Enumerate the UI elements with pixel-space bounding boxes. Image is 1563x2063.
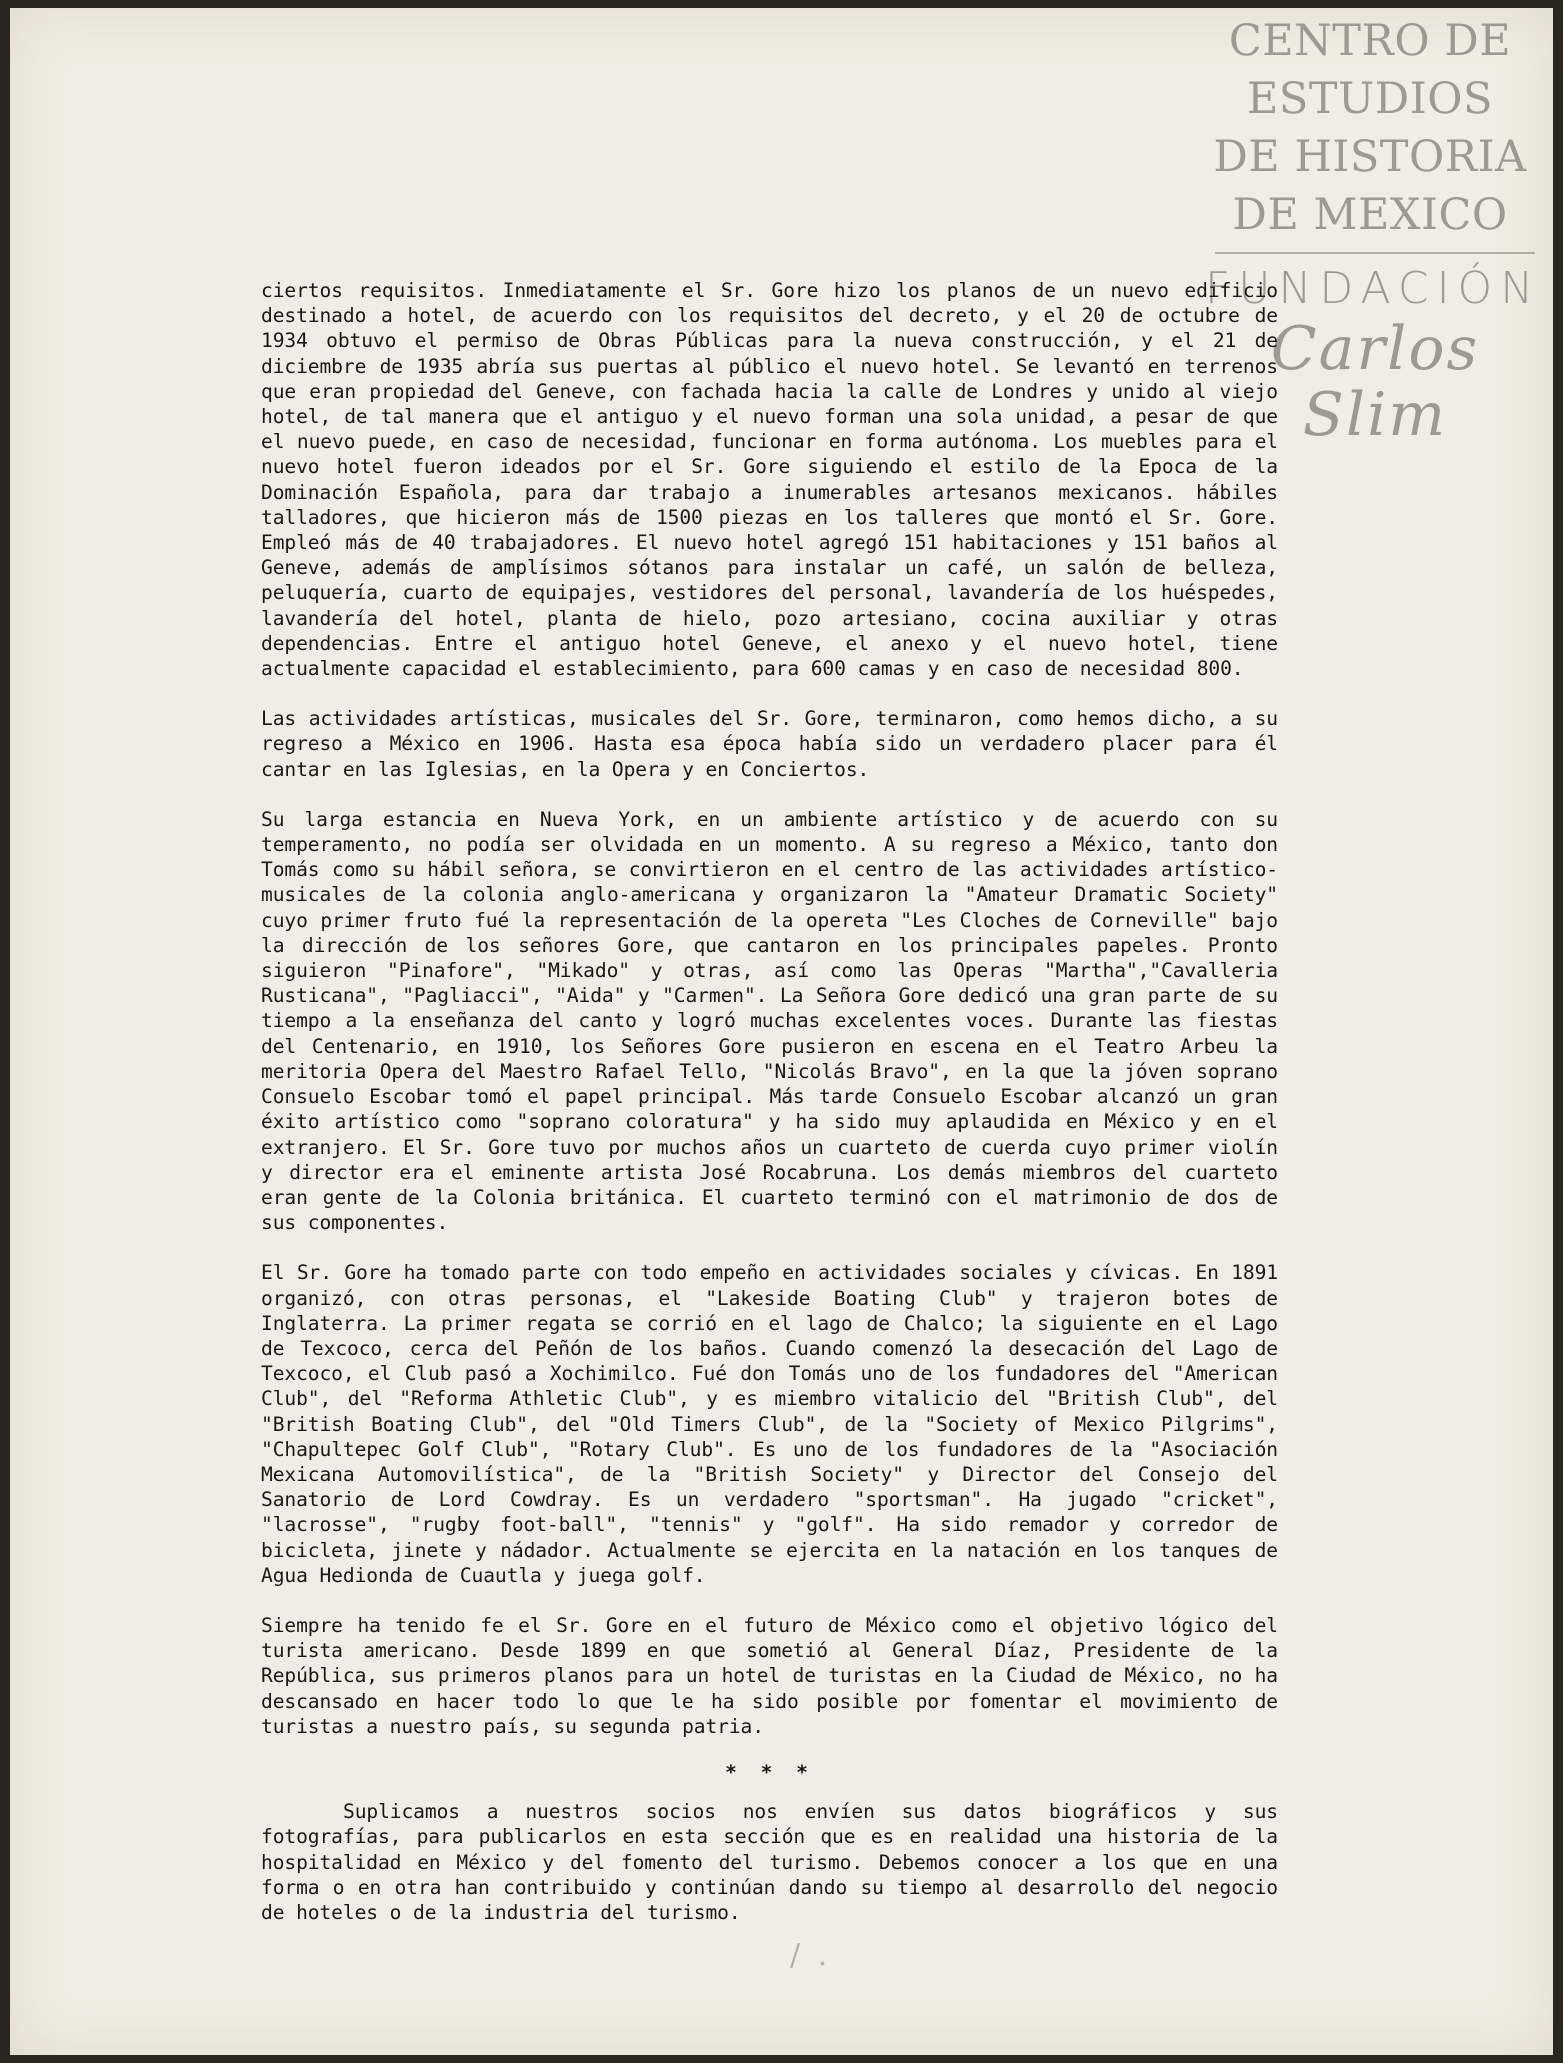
watermark-signature: Carlos Slim: [1270, 314, 1480, 450]
watermark-line-4: DE MEXICO: [1232, 190, 1508, 240]
document-page: [10, 8, 1553, 2055]
paragraph-3: Su larga estancia en Nueva York, en un ambiente artístico y de acuerdo con su temperamento, no podía ser olvidada en un momento. A su regreso a México, tanto don Tomás como su hábil señora, se convirtieron en el centro de las actividades artístico-musicales de la colonia anglo-americana y organizaron la "Amateur Dramatic Society" cuyo primer fruto fué la representación de la opereta "Les Cloches de Corneville" bajo la dirección de los señores Gore, que cantaron en los principales papeles. Pronto siguieron "Pinafore", "Mikado" y otras, así como las Operas "Martha","Cavalleria Rusticana", "Pagliacci", "Aida" y "Carmen". La Señora Gore dedicó una gran parte de su tiempo a la enseñanza del canto y logró muchas excelentes voces. Durante las fiestas del Centenario, en 1910, los Señores Gore pusieron en escena en el Teatro Arbeu la meritoria Opera del Maestro Rafael Tello, "Nicolás Bravo", en la que la jóven soprano Consuelo Escobar tomó el papel principal. Más tarde Consuelo Escobar alcanzó un gran éxito artístico como "soprano coloratura" y ha sido muy aplaudida en México y en el extranjero. El Sr. Gore tuvo por muchos años un cuarteto de cuerda cuyo primer violín y director era el eminente artista José Rocabruna. Los demás miembros del cuarteto eran gente de la Colonia británica. El cuarteto terminó con el matrimonio de dos de sus componentes.: [261, 807, 1278, 1235]
paragraph-2: Las actividades artísticas, musicales del Sr. Gore, terminaron, como hemos dicho, a su regreso a México en 1906. Hasta esa época había sido un verdadero placer para él cantar en las Iglesias, en la Opera y en Conciertos.: [261, 707, 1278, 781]
section-separator: * * *: [725, 1760, 814, 1784]
closing-paragraph: Suplicamos a nuestros socios nos envíen sus datos biográficos y sus fotografías, para publicarlos en esta sección que es en realidad una historia de la hospitalidad en México y del fomento del turismo. Debemos conocer a los que en una forma o en otra han contribuido y continúan dando su tiempo al desarrollo del negocio de hoteles o de la industria del turismo.: [261, 1800, 1278, 1924]
page-number-mark: / .: [790, 1938, 832, 1973]
watermark-line-3: DE HISTORIA: [1213, 132, 1527, 182]
paragraph-5: Siempre ha tenido fe el Sr. Gore en el futuro de México como el objetivo lógico del turista americano. Desde 1899 en que sometió al General Díaz, Presidente de la República, sus primeros planos para un hotel de turistas en la Ciudad de México, no ha descansado en hacer todo lo que le ha sido posible por fomentar el movimiento de turistas a nuestro país, su segunda patria.: [261, 1613, 1278, 1738]
watermark-line-1: CENTRO DE: [1228, 16, 1512, 66]
watermark-divider: [1215, 252, 1535, 254]
paragraph-1: ciertos requisitos. Inmediatamente el Sr. Gore hizo los planos de un nuevo edificio destinado a hotel, de acuerdo con los requisitos del decreto, y el 20 de octubre de 1934 obtuvo el permiso de Obras Públicas para la nueva construcción, y el 21 de diciembre de 1935 abría sus puertas al público el nuevo hotel. Se levantó en terrenos que eran propiedad del Geneve, con fachada hacia la calle de Londres y unido al viejo hotel, de tal manera que el antiguo y el nuevo forman una sola unidad, a pesar de que el nuevo puede, en caso de necesidad, funcionar en forma autónoma. Los muebles para el nuevo hotel fueron ideados por el Sr. Gore siguiendo el estilo de la Epoca de la Dominación Española, para dar trabajo a inumerables artesanos mexicanos. hábiles talladores, que hicieron más de 1500 piezas en los talleres que montó el Sr. Gore. Empleó más de 40 trabajadores. El nuevo hotel agregó 151 habitaciones y 151 baños al Geneve, además de amplísimos sótanos para instalar un café, un salón de belleza, peluquería, cuarto de equipajes, vestidores del personal, lavandería de los huéspedes, lavandería del hotel, planta de hielo, pozo artesiano, cocina auxiliar y otras dependencias. Entre el antiguo hotel Geneve, el anexo y el nuevo hotel, tiene actualmente capacidad el establecimiento, para 600 camas y en caso de necesidad 800.: [261, 279, 1278, 681]
article-body: [261, 278, 1278, 1950]
watermark-foundation: FUNDACIÓN: [1205, 263, 1542, 314]
paragraph-4: El Sr. Gore ha tomado parte con todo empeño en actividades sociales y cívicas. En 1891 organizó, con otras personas, el "Lakeside Boating Club" y trajeron botes de Inglaterra. La primer regata se corrió en el lago de Chalco; la siguiente en el Lago de Texcoco, cerca del Peñón de los baños. Cuando comenzó la desecación del Lago de Texcoco, el Club pasó a Xochimilco. Fué don Tomás uno de los fundadores del "American Club", del "Reforma Athletic Club", y es miembro vitalicio del "British Club", del "British Boating Club", del "Old Timers Club", de la "Society of Mexico Pilgrims", "Chapultepec Golf Club", "Rotary Club". Es uno de los fundadores de la "Asociación Mexicana Automovilística", de la "British Society" y Director del Consejo del Sanatorio de Lord Cowdray. Es un verdadero "sportsman". Ha jugado "cricket", "lacrosse", "rugby foot-ball", "tennis" y "golf". Ha sido remador y corredor de bicicleta, jinete y nádador. Actualmente se ejercita en la natación en los tanques de Agua Hedionda de Cuautla y juega golf.: [261, 1261, 1278, 1587]
watermark-line-2: ESTUDIOS: [1247, 74, 1493, 124]
